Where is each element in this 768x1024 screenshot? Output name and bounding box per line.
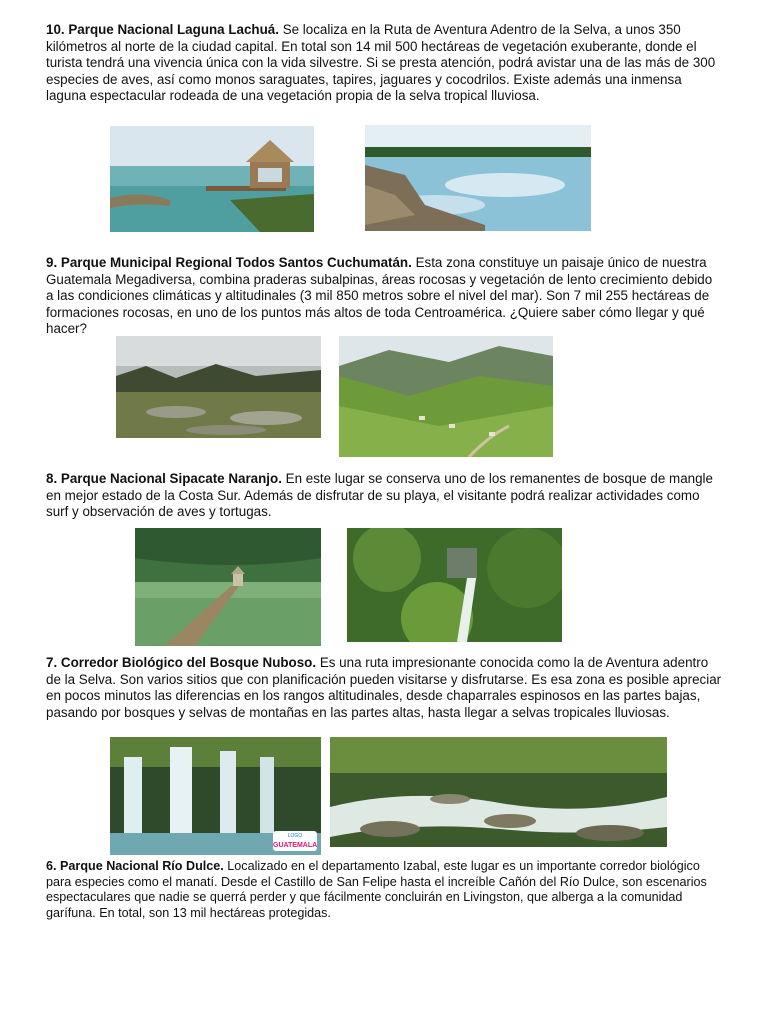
section-9-heading: 9. Parque Municipal Regional Todos Santos Cuchumatán. — [46, 255, 412, 270]
photo-cuchumatanes-valley — [339, 336, 553, 457]
section-6-paragraph — [46, 859, 722, 921]
photo-bosque-river — [330, 737, 667, 847]
guatemala-logo-top: LOGO — [287, 833, 303, 839]
photo-laguna-reflection — [365, 125, 591, 231]
section-8-paragraph — [46, 471, 722, 521]
section-8-text: En este lugar se conserva uno de los remanentes de bosque de mangle en mejor estado de la Costa Sur. Además de disfrutar de su playa, el visitante podrá realizar actividades como surf y observación de aves y tortugas. — [46, 471, 713, 519]
photo-laguna-gazebo — [110, 126, 314, 232]
section-7-heading: 7. Corredor Biológico del Bosque Nuboso. — [46, 655, 317, 670]
section-9-text: Esta zona constituye un paisaje único de nuestra Guatemala Megadiversa, combina praderas subalpinas, áreas rocosas y vegetación de lento crecimiento debido a las condiciones climáticas y altitudinales (3 mil 850 metros sobre el nivel del mar). Son 7 mil 255 hectáreas de formaciones rocosas, en uno de los puntos más altos de toda Centroamérica. ¿Quiere saber cómo llegar y qué hacer? — [46, 255, 713, 336]
section-9-paragraph — [46, 255, 722, 338]
photo-sipacate-dock — [135, 528, 321, 646]
section-7-paragraph — [46, 655, 722, 721]
section-7-text: Es una ruta impresionante conocida como la de Aventura adentro de la Selva. Son varios sitios que con planificación pueden visitarse y disfrutarse. Es esa zona es posible apreciar en pocos minutos las diferencias en los rangos altitudinales, desde chaparrales espinosos en las partes bajas, pasando por bosques y selvas de montañas en las partes altas, hasta llegar a selvas tropicales lluviosas. — [46, 655, 722, 720]
photo-bosque-waterfalls — [110, 737, 321, 855]
guatemala-logo — [273, 831, 317, 851]
section-6-text: Localizado en el departamento Izabal, este lugar es un importante corredor biológico para especies como el manatí. Desde el Castillo de San Felipe hasta el increíble Cañón del Río Dulce, son escenarios espectaculares que nadie se querrá perder y que fácilmente concluirán en Livingston, que alberga a la comunidad garífuna. En total, son 13 mil hectáreas protegidas. — [46, 859, 707, 920]
section-8-heading: 8. Parque Nacional Sipacate Naranjo. — [46, 471, 282, 486]
section-10-text: Se localiza en la Ruta de Aventura Adentro de la Selva, a unos 350 kilómetros al norte de la ciudad capital. En total son 14 mil 500 hectáreas de vegetación exuberante, donde el turista tendrá una vivencia única con la vida silvestre. Si se presta atención, podrá avistar una de las más de 300 especies de aves, así como monos saraguates, tapires, jaguares y cocodrilos. Existe además una inmensa laguna espectacular rodeada de una vegetación propia de la selva tropical lluviosa. — [46, 22, 716, 103]
section-10-heading: 10. Parque Nacional Laguna Lachuá. — [46, 22, 279, 37]
guatemala-logo-main: GUATEMALA — [273, 842, 318, 849]
photo-sipacate-waterfall — [347, 528, 562, 642]
section-10-paragraph — [46, 22, 722, 105]
section-6-heading: 6. Parque Nacional Río Dulce. — [46, 859, 224, 873]
photo-cuchumatanes-plateau — [116, 336, 321, 438]
